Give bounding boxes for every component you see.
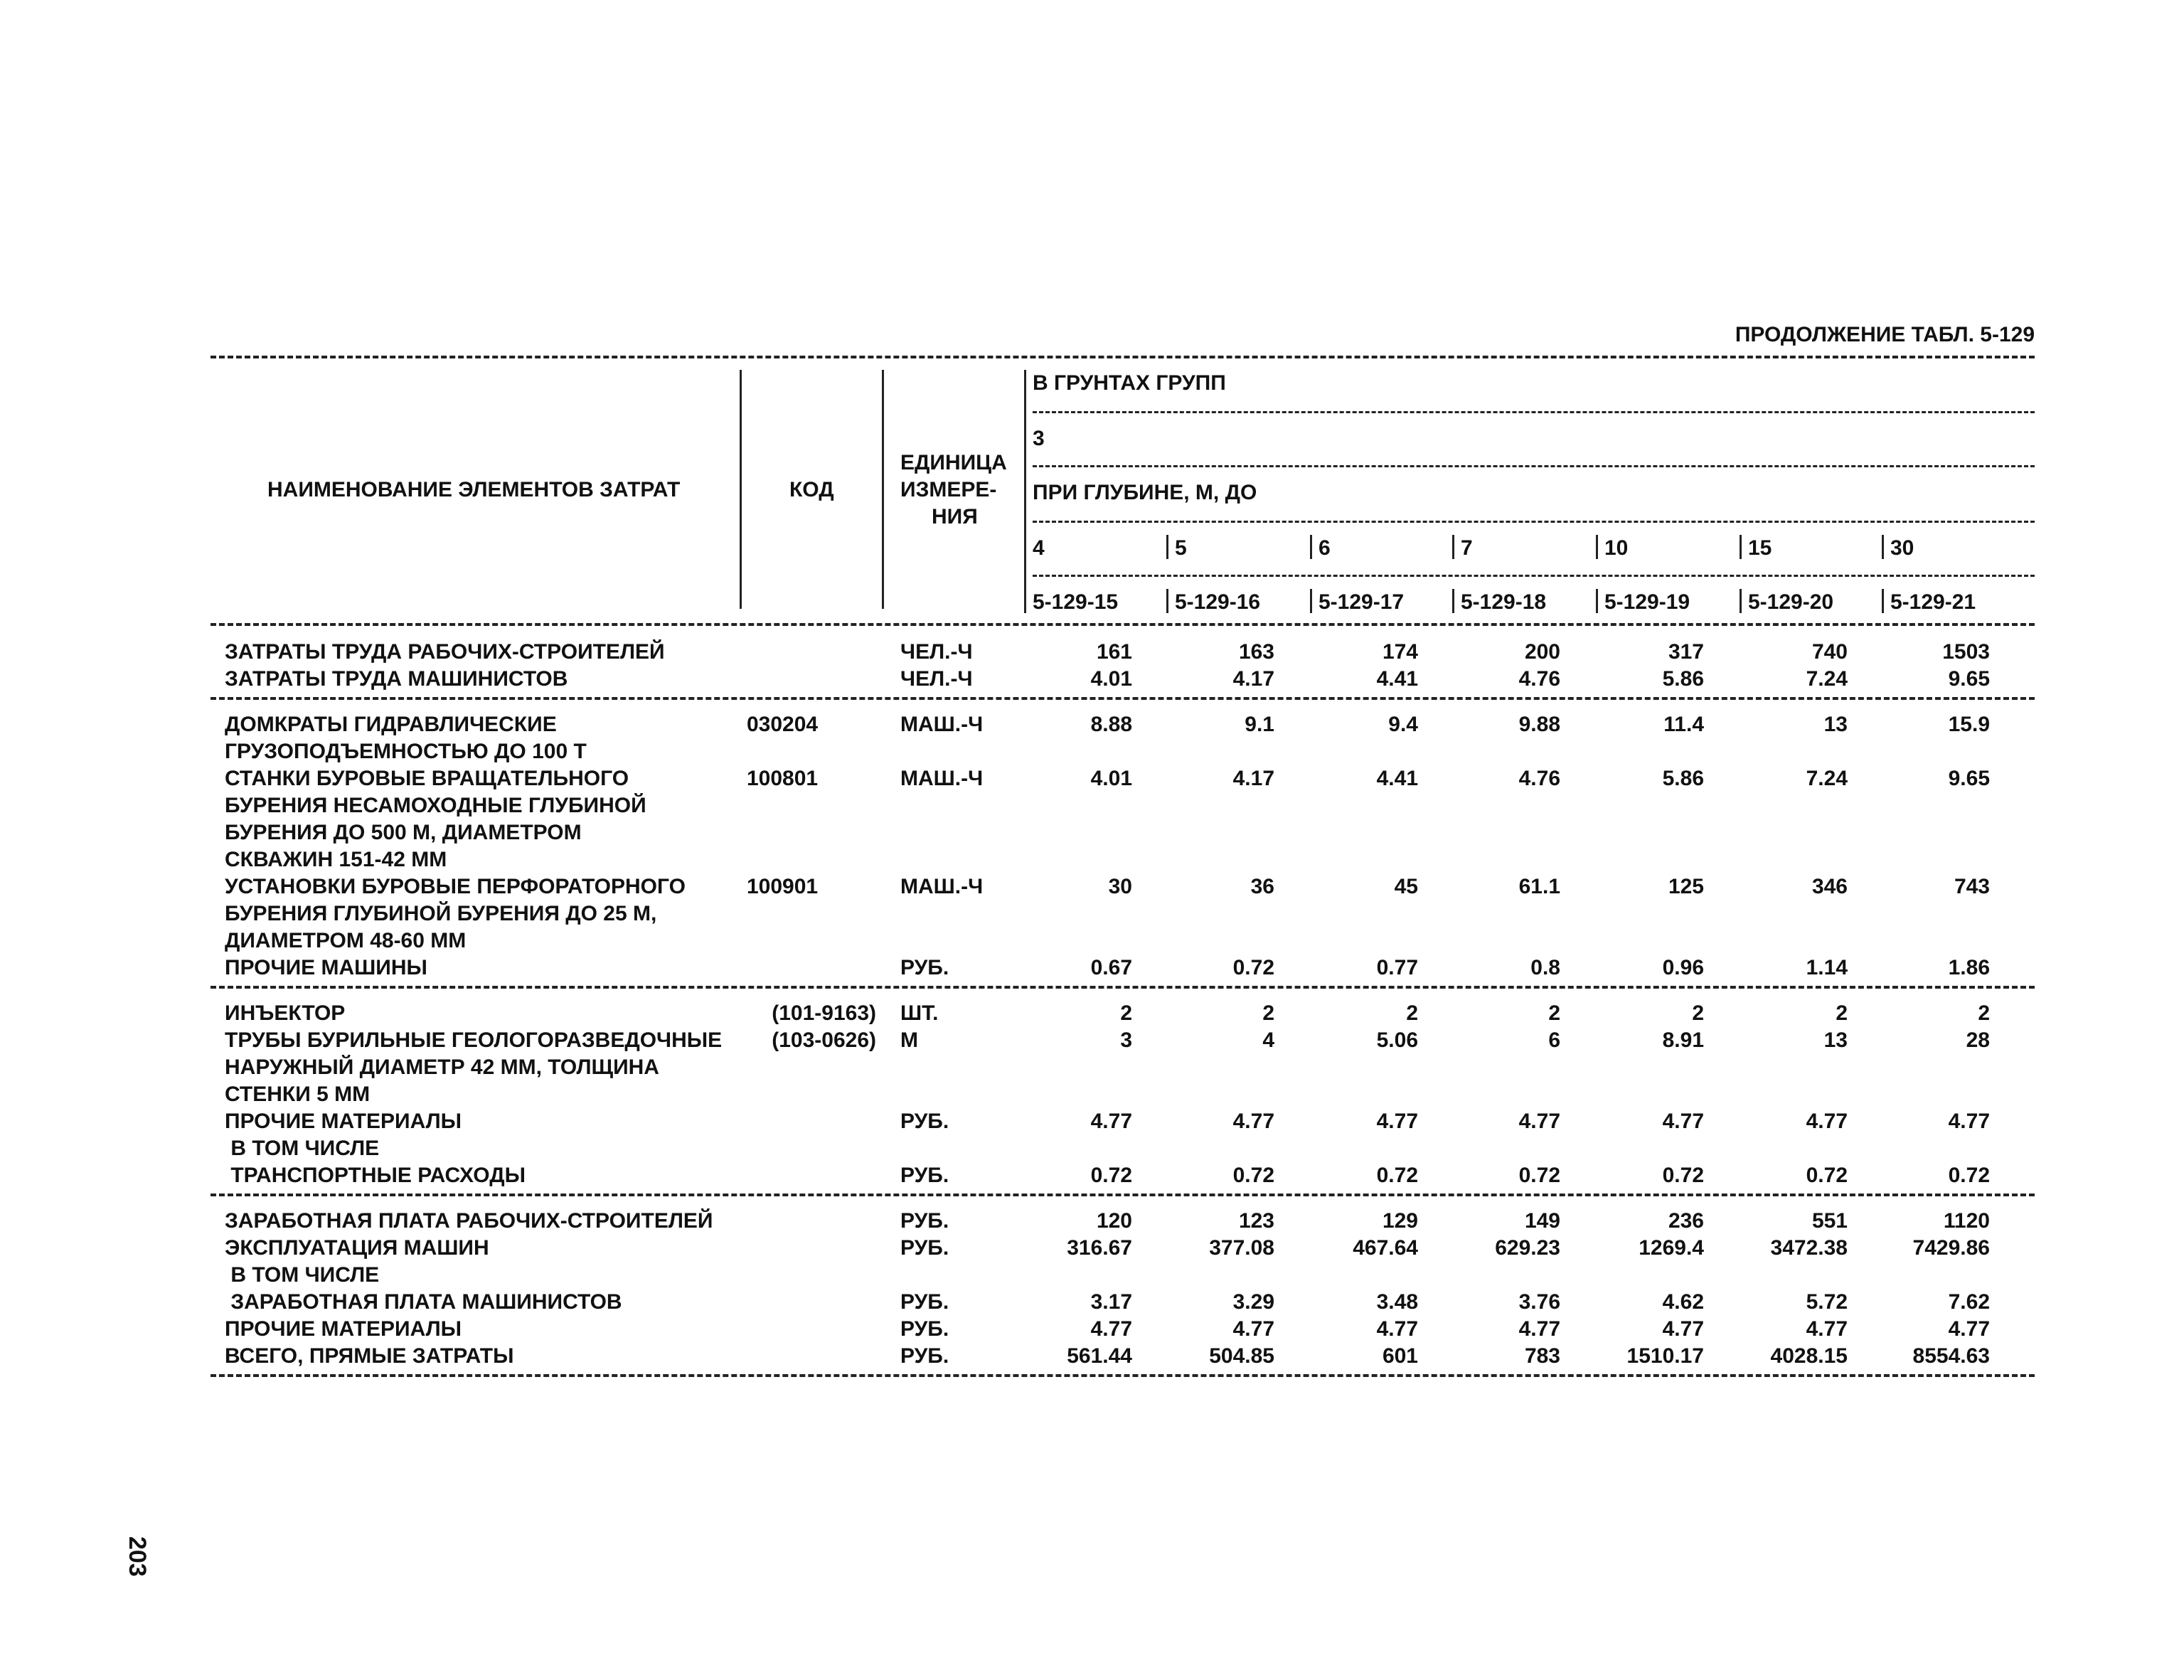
row-value: 629.23 [1495,1236,1560,1260]
row-value: 174 [1382,640,1418,664]
row-value: 551 [1811,1209,1848,1233]
row-value: 4.41 [1376,767,1418,790]
row-name-line: В ТОМ ЧИСЛЕ [225,1263,380,1287]
depth-divider [1452,535,1454,559]
row-name-line: ПРОЧИЕ МАТЕРИАЛЫ [225,1110,462,1133]
row-name-line: УСТАНОВКИ БУРОВЫЕ ПЕРФОРАТОРНОГО [225,875,686,898]
row-value: 4.77 [1662,1110,1704,1133]
header-rule-4 [1033,575,2035,577]
depth-header-cell: 15 [1748,536,1772,560]
page-number: 203 [124,1536,151,1577]
row-name-line: СТАНКИ БУРОВЫЕ ВРАЩАТЕЛЬНОГО [225,767,629,790]
row-value: 200 [1524,640,1560,664]
row-name-line: ЗАТРАТЫ ТРУДА РАБОЧИХ-СТРОИТЕЛЕЙ [225,640,665,664]
section-rule [211,697,2035,700]
column-header-unit-line3: НИЯ [932,505,978,528]
code-header-cell: 5-129-19 [1604,590,1690,614]
row-value: 0.72 [1518,1164,1560,1187]
row-value: 3.17 [1090,1290,1132,1314]
row-value: 1269.4 [1639,1236,1704,1260]
rule-top [211,356,2035,358]
row-value: 7.24 [1806,667,1848,691]
row-name-line: СТЕНКИ 5 ММ [225,1083,371,1106]
row-value: 0.72 [1232,956,1274,979]
row-name-line: ЗАРАБОТНАЯ ПЛАТА РАБОЧИХ-СТРОИТЕЛЕЙ [225,1209,713,1233]
row-value: 3 [1120,1028,1132,1052]
row-value: 4.77 [1376,1317,1418,1341]
row-unit: ШТ. [900,1001,939,1025]
row-value: 3.29 [1232,1290,1274,1314]
row-value: 4.17 [1232,767,1274,790]
row-value: 0.72 [1232,1164,1274,1187]
row-value: 11.4 [1663,713,1704,736]
row-code: (101-9163) [772,1001,876,1025]
depth-divider [1024,535,1026,559]
row-value: 4.17 [1232,667,1274,691]
row-value: 149 [1524,1209,1560,1233]
code-divider [1024,589,1026,613]
row-value: 45 [1394,875,1418,898]
depth-header-title: ПРИ ГЛУБИНЕ, М, ДО [1033,481,1257,504]
row-unit: РУБ. [900,1290,949,1314]
row-value: 4.01 [1090,667,1132,691]
row-value: 4.77 [1948,1110,1990,1133]
row-unit: ЧЕЛ.-Ч [900,640,973,664]
row-value: 4.01 [1090,767,1132,790]
row-value: 120 [1096,1209,1132,1233]
depth-divider [1740,535,1742,559]
row-value: 163 [1238,640,1274,664]
header-rule-3 [1033,521,2035,523]
row-value: 4.77 [1662,1317,1704,1341]
row-value: 13 [1823,1028,1848,1052]
row-code: 100801 [747,767,819,790]
row-value: 61.1 [1518,875,1560,898]
row-value: 783 [1524,1344,1560,1368]
row-value: 0.72 [1662,1164,1704,1187]
row-code: 100901 [747,875,819,898]
row-value: 7429.86 [1912,1236,1990,1260]
row-value: 5.06 [1376,1028,1418,1052]
row-unit: РУБ. [900,956,949,979]
row-value: 5.72 [1806,1290,1848,1314]
code-header-cell: 5-129-21 [1890,590,1976,614]
group-header-title: В ГРУНТАХ ГРУПП [1033,371,1226,395]
row-value: 28 [1966,1028,1990,1052]
row-code: 030204 [747,713,819,736]
code-divider [1310,589,1312,613]
row-value: 4.77 [1806,1317,1848,1341]
row-value: 4.77 [1806,1110,1848,1133]
row-name-line: СКВАЖИН 151-42 ММ [225,848,447,871]
row-value: 0.72 [1090,1164,1132,1187]
row-value: 129 [1382,1209,1418,1233]
row-value: 316.67 [1067,1236,1132,1260]
row-value: 2 [1978,1001,1990,1025]
row-name-line: ТРУБЫ БУРИЛЬНЫЕ ГЕОЛОГОРАЗВЕДОЧНЫЕ [225,1028,723,1052]
depth-header-cell: 10 [1604,536,1629,560]
row-unit: МАШ.-Ч [900,713,984,736]
row-value: 9.65 [1948,667,1990,691]
row-name-line: ДИАМЕТРОМ 48-60 ММ [225,929,467,952]
row-value: 9.65 [1948,767,1990,790]
row-unit: РУБ. [900,1236,949,1260]
row-code: (103-0626) [772,1028,876,1052]
section-rule [211,1374,2035,1377]
row-value: 15.9 [1948,713,1990,736]
row-value: 1510.17 [1626,1344,1704,1368]
row-value: 7.24 [1806,767,1848,790]
row-value: 4.76 [1518,667,1560,691]
depth-divider [1596,535,1598,559]
header-divider-3 [1024,370,1026,609]
row-value: 467.64 [1353,1236,1418,1260]
row-name-line: БУРЕНИЯ ДО 500 М, ДИАМЕТРОМ [225,821,582,844]
row-value: 6 [1548,1028,1560,1052]
row-value: 0.72 [1806,1164,1848,1187]
row-value: 30 [1108,875,1132,898]
row-value: 9.4 [1388,713,1418,736]
code-header-cell: 5-129-17 [1319,590,1405,614]
table-continuation-title: ПРОДОЛЖЕНИЕ ТАБЛ. 5-129 [1735,323,2035,346]
row-value: 9.88 [1518,713,1560,736]
row-value: 4.77 [1090,1110,1132,1133]
header-divider-1 [740,370,742,609]
header-rule-1 [1033,411,2035,413]
row-value: 4.62 [1662,1290,1704,1314]
row-name-line: НАРУЖНЫЙ ДИАМЕТР 42 ММ, ТОЛЩИНА [225,1056,659,1079]
code-divider [1740,589,1742,613]
row-value: 0.72 [1376,1164,1418,1187]
row-value: 4.41 [1376,667,1418,691]
column-header-name: НАИМЕНОВАНИЕ ЭЛЕМЕНТОВ ЗАТРАТ [267,478,681,501]
row-value: 0.8 [1530,956,1560,979]
row-value: 2 [1548,1001,1560,1025]
code-header-cell: 5-129-20 [1748,590,1834,614]
depth-divider [1166,535,1168,559]
depth-divider [1310,535,1312,559]
rule-header-bottom [211,623,2035,626]
header-rule-2 [1033,465,2035,467]
row-value: 0.77 [1376,956,1418,979]
code-divider [1882,589,1884,613]
row-value: 5.86 [1662,667,1704,691]
row-name-line: ИНЪЕКТОР [225,1001,346,1025]
row-value: 13 [1823,713,1848,736]
row-value: 0.72 [1948,1164,1990,1187]
row-name-line: БУРЕНИЯ ГЛУБИНОЙ БУРЕНИЯ ДО 25 М, [225,902,657,925]
row-name-line: ЭКСПЛУАТАЦИЯ МАШИН [225,1236,489,1260]
row-name-line: ЗАРАБОТНАЯ ПЛАТА МАШИНИСТОВ [225,1290,622,1314]
row-value: 1503 [1942,640,1990,664]
section-rule [211,1193,2035,1196]
row-value: 9.1 [1245,713,1274,736]
row-name-line: ГРУЗОПОДЪЕМНОСТЬЮ ДО 100 Т [225,740,587,763]
row-value: 3.48 [1376,1290,1418,1314]
row-name-line: ПРОЧИЕ МАТЕРИАЛЫ [225,1317,462,1341]
code-divider [1452,589,1454,613]
code-header-cell: 5-129-15 [1033,590,1119,614]
depth-header-cell: 6 [1319,536,1331,560]
row-value: 561.44 [1067,1344,1132,1368]
group-header-value: 3 [1033,427,1045,450]
row-value: 1.14 [1806,956,1848,979]
row-value: 0.67 [1090,956,1132,979]
row-value: 4.76 [1518,767,1560,790]
code-divider [1596,589,1598,613]
row-value: 317 [1668,640,1704,664]
row-value: 2 [1692,1001,1704,1025]
row-value: 4 [1262,1028,1274,1052]
row-unit: РУБ. [900,1164,949,1187]
row-value: 4.77 [1376,1110,1418,1133]
row-value: 4.77 [1232,1317,1274,1341]
code-header-cell: 5-129-18 [1461,590,1547,614]
depth-header-cell: 4 [1033,536,1045,560]
depth-divider [1882,535,1884,559]
row-value: 3.76 [1518,1290,1560,1314]
section-rule [211,986,2035,989]
row-unit: МАШ.-Ч [900,767,984,790]
row-value: 377.08 [1209,1236,1274,1260]
row-name-line: ПРОЧИЕ МАШИНЫ [225,956,427,979]
depth-header-cell: 7 [1461,536,1473,560]
row-value: 4028.15 [1770,1344,1848,1368]
row-value: 123 [1238,1209,1274,1233]
row-value: 2 [1406,1001,1418,1025]
row-value: 1.86 [1948,956,1990,979]
row-unit: РУБ. [900,1209,949,1233]
row-value: 743 [1954,875,1990,898]
row-name-line: ДОМКРАТЫ ГИДРАВЛИЧЕСКИЕ [225,713,557,736]
row-value: 346 [1811,875,1848,898]
row-value: 2 [1262,1001,1274,1025]
row-value: 5.86 [1662,767,1704,790]
row-value: 1120 [1943,1209,1990,1233]
row-value: 4.77 [1232,1110,1274,1133]
row-value: 8.91 [1662,1028,1704,1052]
row-name-line: ЗАТРАТЫ ТРУДА МАШИНИСТОВ [225,667,568,691]
code-divider [1166,589,1168,613]
column-header-unit-line1: ЕДИНИЦА [900,451,1007,474]
row-value: 740 [1811,640,1848,664]
row-name-line: ТРАНСПОРТНЫЕ РАСХОДЫ [225,1164,526,1187]
row-name-line: БУРЕНИЯ НЕСАМОХОДНЫЕ ГЛУБИНОЙ [225,794,646,817]
depth-header-cell: 5 [1175,536,1187,560]
code-header-cell: 5-129-16 [1175,590,1261,614]
row-value: 4.77 [1948,1317,1990,1341]
row-value: 8.88 [1090,713,1132,736]
row-value: 0.96 [1662,956,1704,979]
row-value: 2 [1120,1001,1132,1025]
row-value: 8554.63 [1912,1344,1990,1368]
depth-header-cell: 30 [1890,536,1914,560]
row-value: 161 [1096,640,1132,664]
row-unit: М [900,1028,918,1052]
row-value: 4.77 [1518,1110,1560,1133]
row-unit: РУБ. [900,1110,949,1133]
row-name-line: ВСЕГО, ПРЯМЫЕ ЗАТРАТЫ [225,1344,514,1368]
row-value: 3472.38 [1770,1236,1848,1260]
row-unit: РУБ. [900,1317,949,1341]
row-unit: РУБ. [900,1344,949,1368]
row-unit: ЧЕЛ.-Ч [900,667,973,691]
row-value: 7.62 [1948,1290,1990,1314]
row-value: 4.77 [1090,1317,1132,1341]
row-value: 36 [1250,875,1274,898]
column-header-unit-line2: ИЗМЕРЕ- [900,478,997,501]
row-name-line: В ТОМ ЧИСЛЕ [225,1137,380,1160]
row-unit: МАШ.-Ч [900,875,984,898]
row-value: 2 [1836,1001,1848,1025]
header-divider-2 [882,370,884,609]
row-value: 236 [1668,1209,1704,1233]
row-value: 504.85 [1209,1344,1274,1368]
row-value: 125 [1668,875,1704,898]
column-header-code: КОД [789,478,834,501]
row-value: 4.77 [1518,1317,1560,1341]
row-value: 601 [1382,1344,1418,1368]
